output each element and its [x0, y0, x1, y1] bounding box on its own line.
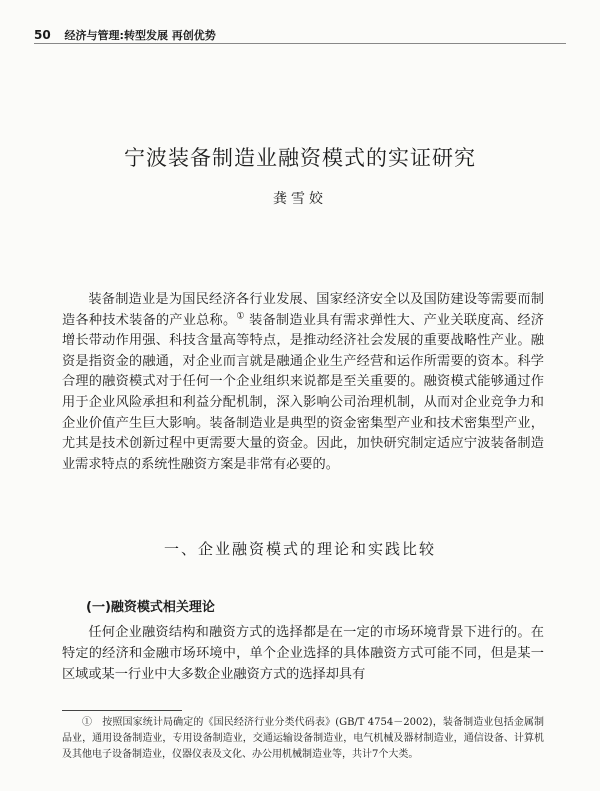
section1-body	[62, 622, 544, 685]
footnote-text: ① 按照国家统计局确定的《国民经济行业分类代码表》(GB/T 4754－2002)，装备制造业包括金属制品业，通用设备制造业，专用设备制造业，交通运输设备制造业，电气机械及器材制造业，通信设备、计算机及其他电子设备制造业，仪器仪表及文化、办公用机械制造业等，共计7个大类。	[62, 717, 544, 760]
intro-section	[62, 290, 544, 475]
footnote-rule	[62, 710, 182, 711]
running-header	[34, 27, 216, 43]
subsection-heading: (一)融资模式相关理论	[86, 600, 215, 615]
footnote-marker[interactable]: ①	[236, 311, 245, 322]
intro-text-after-note: 装备制造业具有需求弹性大、产业关联度高、经济增长带动作用强、科技含量高等特点，是推动经济社会发展的重要战略性产业。融资是指资金的融通，对企业而言就是融通企业生产经营和运作所需要的资本。科学合理的融资模式对于任何一个企业组织来说都是至关重要的。融资模式能够通过作用于企业风险承担和利益分配机制，深入影响公司治理机制，从而对企业竞争力和企业价值产生巨大影响。装备制造业是典型的资金密集型产业和技术密集型产业，尤其是技术创新过程中更需要大量的资金。因此，加快研究制定适应宁波装备制造业需求特点的系统性融资方案是非常有必要的。	[62, 312, 544, 472]
intro-paragraph	[62, 290, 544, 475]
section-heading: 一、企业融资模式的理论和实践比较	[163, 540, 436, 558]
running-title: 经济与管理:转型发展 再创优势	[64, 29, 216, 42]
page-number: 50	[34, 28, 51, 42]
footnote	[62, 715, 544, 763]
author-name: 龚雪姣	[273, 191, 327, 207]
header-rule	[34, 43, 566, 44]
section1-paragraph: 任何企业融资结构和融资方式的选择都是在一定的市场环境背景下进行的。在特定的经济和金融市场环境中，单个企业选择的具体融资方式可能不同，但是某一区域或某一行业中大多数企业融资方式的选择却具有	[62, 625, 544, 682]
article-title: 宁波装备制造业融资模式的实证研究	[124, 146, 476, 170]
intro-text-before-note: 装备制造业是为国民经济各行业发展、国家经济安全以及国防建设等需要而制造各种技术装备的产业总称。	[62, 292, 544, 328]
